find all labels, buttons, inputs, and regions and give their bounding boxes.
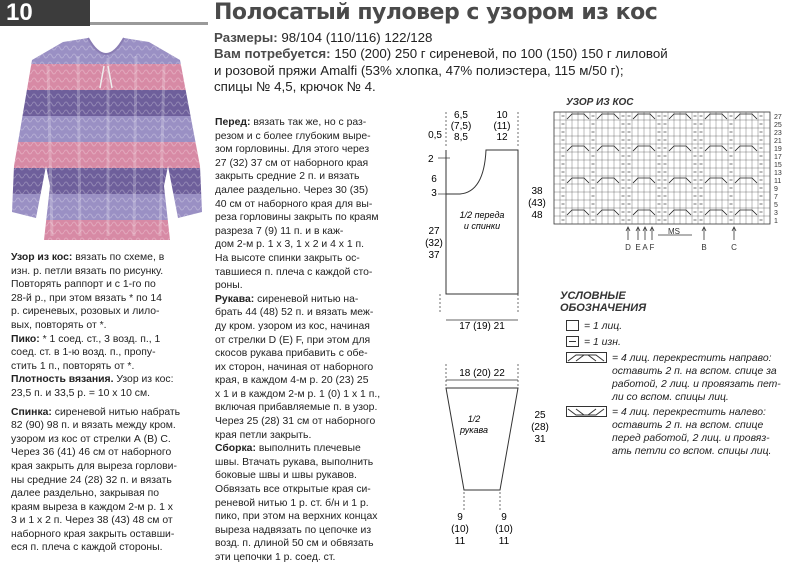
neck-depth-a: 6 bbox=[431, 174, 437, 185]
chart-title: УЗОР ИЗ КОС bbox=[566, 97, 634, 108]
cuff-width-right-3: 11 bbox=[498, 536, 510, 547]
chart-row-number: 13 bbox=[774, 170, 782, 177]
chart-row-number: 21 bbox=[774, 138, 782, 145]
chart-arrow-label: A bbox=[642, 243, 648, 252]
materials-value-1: 150 (200) 250 г сиреневой, по 100 (150) 150 г лиловой bbox=[334, 46, 668, 62]
chart-row-number: 5 bbox=[774, 202, 778, 209]
cuff-width-left-2: (10) bbox=[451, 524, 469, 535]
body-piece-label-1: 1/2 переда bbox=[459, 210, 505, 220]
header-rule bbox=[90, 22, 208, 25]
total-length-3: 48 bbox=[531, 210, 543, 221]
shoulder-width-3: 12 bbox=[496, 132, 508, 143]
sleeve-length-1: 25 bbox=[534, 410, 546, 421]
sizes-label: Размеры: bbox=[214, 30, 278, 45]
cuff-width-right-1: 9 bbox=[501, 512, 507, 523]
sleeve-label-1: 1/2 bbox=[467, 414, 481, 424]
chart-arrow-label: F bbox=[649, 243, 655, 252]
chart-row-number: 11 bbox=[774, 178, 782, 185]
purl-symbol-icon bbox=[566, 336, 580, 348]
chart-row-number: 9 bbox=[774, 186, 778, 193]
neck-depth-back: 0,5 bbox=[428, 130, 442, 141]
body-width: 17 (19) 21 bbox=[459, 321, 505, 332]
shoulder-width-1: 10 bbox=[496, 110, 508, 121]
neck-width-2: (7,5) bbox=[450, 121, 472, 132]
chart-arrow-label: B bbox=[701, 243, 707, 252]
knit-symbol-icon bbox=[566, 320, 580, 332]
chart-arrow-label: D bbox=[625, 243, 631, 252]
assembly-para: Сборка: выполнить плечевые швы. Втачать рукава, выполнить боковые швы и швы рукавов. Обвязать все открытые края си- реневой нитью 1 р. ст. б/н и 1 р. пико, при этом на верхних концах выреза надвязать по цепочке из возд. п. длиной 50 см и обвязать эти цепочки 1 р. соед. ст. bbox=[215, 443, 378, 563]
legend-title-2: ОБОЗНАЧЕНИЯ bbox=[560, 302, 647, 314]
sleeve-label-2: рукава bbox=[460, 425, 488, 435]
back-para: Спинка: сиреневой нитью набрать 82 (90) 98 п. и вязать между кром. узором из кос от стрелки А (В) С. Через 36 (41) 46 см от наборного края закрыть для выреза горлови- ны средние 24 (28) 32 п. и вязать далее раздельно, закрывая по краям выреза в каждом 2-м р. 1 х 3 и 1 х 2 п. Через 38 (43) 48 см от наборного края закрыть оставши- еся п. плеча с каждой стороны. bbox=[11, 406, 181, 554]
legend: УСЛОВНЫЕ ОБОЗНАЧЕНИЯ = 1 лиц. = 1 изн. = 4 лиц. перекрестить направо: оставить 2 п. на вспом. спице за работой, 2 лиц. и провязать пет- ли со вспом. спицы лиц. = 4 лиц. перекрестить налево: оставить 2 п. на вспом. спице перед работой, 2 лиц. и провяз- ать петли со вспом. спицы лиц. bbox=[560, 290, 796, 314]
cable-pattern-para: Узор из кос: вязать по схеме, в изн. р. петли вязать по рисунку. Повторять раппорт и с 1-го по 28-й р., при этом вязать * по 14 р. сиреневых, розовых и лило- вых, повторять от *. bbox=[11, 252, 165, 331]
body-length-2: (32) bbox=[425, 238, 443, 249]
chart-arrow-label: C bbox=[731, 243, 737, 252]
cross-left-icon bbox=[566, 406, 612, 418]
sleeve-outline bbox=[446, 388, 518, 490]
sizes-value: 98/104 (110/116) 122/128 bbox=[281, 30, 433, 45]
chart-grid bbox=[554, 112, 770, 224]
legend-title-1: УСЛОВНЫЕ bbox=[560, 290, 626, 302]
chart-row-number: 1 bbox=[774, 218, 778, 225]
cross-right-icon bbox=[566, 352, 612, 364]
instructions-col-2 bbox=[215, 116, 405, 565]
cuff-width-right-2: (10) bbox=[495, 524, 513, 535]
cable-chart bbox=[548, 96, 796, 272]
chart-row-number: 19 bbox=[774, 146, 782, 153]
neck-depth-b: 3 bbox=[431, 188, 437, 199]
schematic-diagram bbox=[416, 98, 551, 556]
chart-row-number: 17 bbox=[774, 154, 782, 161]
shoulder-width-2: (11) bbox=[493, 121, 511, 132]
neck-width-3: 8,5 bbox=[454, 132, 468, 143]
materials-value-2: и розовой пряжи Amalfi (53% хлопка, 47% полиэстера, 115 м/50 г); bbox=[214, 62, 624, 78]
chart-row-number: 7 bbox=[774, 194, 778, 201]
sleeve-dimension-lines bbox=[446, 364, 518, 510]
pattern-repeat-label: MS bbox=[668, 227, 680, 236]
body-length-1: 27 bbox=[428, 226, 440, 237]
chart-row-number: 3 bbox=[774, 210, 778, 217]
chart-row-number: 23 bbox=[774, 130, 782, 137]
pattern-title: Полосатый пуловер с узором из кос bbox=[214, 0, 658, 25]
instructions-col-1 bbox=[11, 251, 209, 555]
picot-para: Пико: * 1 соед. ст., 3 возд. п., 1 соед. ст. в 1-ю возд. п., пропу- стить 1 п., повторять от *. bbox=[11, 333, 161, 372]
materials-value-3: спицы № 4,5, крючок № 4. bbox=[214, 79, 376, 95]
sleeve-length-2: (28) bbox=[531, 422, 549, 433]
body-length-3: 37 bbox=[428, 250, 440, 261]
materials-label: Вам потребуется: bbox=[214, 46, 331, 62]
sleeve-top-width: 18 (20) 22 bbox=[459, 368, 505, 379]
chart-row-number: 27 bbox=[774, 114, 782, 121]
sweater-photo bbox=[8, 36, 204, 244]
total-length-2: (43) bbox=[528, 198, 546, 209]
chart-arrows bbox=[625, 227, 737, 252]
body-piece-label-2: и спинки bbox=[463, 221, 501, 231]
materials-block bbox=[214, 30, 798, 96]
neck-width-1: 6,5 bbox=[454, 110, 468, 121]
slit-offset: 2 bbox=[428, 154, 434, 165]
sleeve-length-3: 31 bbox=[534, 434, 546, 445]
chart-row-number: 25 bbox=[774, 122, 782, 129]
total-length-1: 38 bbox=[531, 186, 543, 197]
chart-arrow-label: E bbox=[635, 243, 641, 252]
front-para: Перед: вязать так же, но с раз- резом и с более глубоким выре- зом горловины. Для этого через 27 (32) 37 см от наборного края закрыть средние 2 п. и вязать далее раздельно. Через 30 (35) 40 см от наборного края для вы- реза горловины закрыть по краям разреза 7 (9) 11 п. и в каж- дом 2-м р. 1 х 3, 1 х 2 и 4 х 1 п. На высоте спинки закрыть ос- тавшиеся п. плеча с каждой сто- роны. bbox=[215, 117, 379, 292]
chart-row-numbers bbox=[774, 114, 782, 225]
gauge-para: Плотность вязания. Узор из кос: 23,5 п. и 33,5 р. = 10 х 10 см. bbox=[11, 374, 174, 399]
chart-row-number: 15 bbox=[774, 162, 782, 169]
pattern-number: 10 bbox=[0, 0, 90, 26]
cuff-width-left-1: 9 bbox=[457, 512, 463, 523]
cuff-width-left-3: 11 bbox=[454, 536, 466, 547]
sleeves-para: Рукава: сиреневой нитью на- брать 44 (48) 52 п. и вязать меж- ду кром. узором из кос, начиная от стрелки D (E) F, при этом для скосов рукава прибавить с обе- их сторон, начиная от наборного края, в каждом 4-м р. 20 (23) 25 х 1 и в каждом 2-м р. 1 (0) 1 х 1 п., включая прибавляемые п. в узор. Через 25 (28) 31 см от наборного края петли закрыть. bbox=[215, 293, 381, 441]
